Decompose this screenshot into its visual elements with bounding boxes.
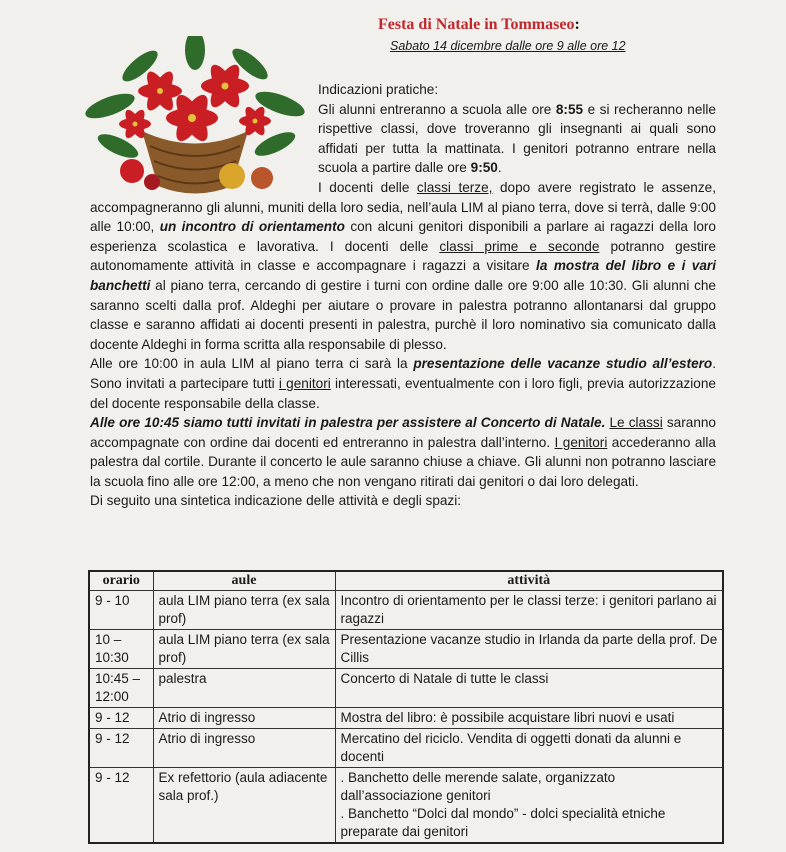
- table-row: [89, 630, 723, 669]
- activity-cell: Presentazione vacanze studio in Irlanda da parte della prof. De Cillis: [335, 630, 723, 669]
- table-header-row: [89, 571, 723, 591]
- practical-info: [90, 80, 716, 511]
- activity-line: . Banchetto “Dolci dal mondo” - dolci specialità etniche preparate dai genitori: [340, 806, 666, 839]
- header-aule: aule: [153, 571, 335, 591]
- page-title: Festa di Natale in Tommaseo:: [378, 16, 580, 33]
- schedule-table: [88, 570, 724, 844]
- time-cell: 9 - 12: [89, 708, 153, 729]
- time-cell: 10 – 10:30: [89, 630, 153, 669]
- paragraph-summary: Di seguito una sintetica indicazione delle attività e degli spazi:: [90, 493, 462, 509]
- table-row: [89, 669, 723, 708]
- activity-cell: [335, 768, 723, 844]
- paragraph-study-holidays: Alle ore 10:00 in aula LIM al piano terra ci sarà la presentazione delle vacanze studio all’estero. Sono invitati a partecipare tutti i genitori interessati, eventualmente con i loro figli, previa autorizzazione del docente responsabile della classe.: [90, 356, 716, 411]
- header-orario: orario: [89, 571, 153, 591]
- room-cell: Atrio di ingresso: [153, 708, 335, 729]
- intro-heading: Indicazioni pratiche:: [318, 82, 439, 97]
- activity-cell: Incontro di orientamento per le classi terze: i genitori parlano ai ragazzi: [335, 591, 723, 630]
- event-date: Sabato 14 dicembre dalle ore 9 alle ore 12: [390, 39, 626, 53]
- time-cell: 10:45 – 12:00: [89, 669, 153, 708]
- room-cell: aula LIM piano terra (ex sala prof): [153, 630, 335, 669]
- table-row: [89, 591, 723, 630]
- time-cell: 9 - 12: [89, 729, 153, 768]
- activity-cell: Mostra del libro: è possibile acquistare libri nuovi e usati: [335, 708, 723, 729]
- room-cell: Atrio di ingresso: [153, 729, 335, 768]
- header-attivita: attività: [335, 571, 723, 591]
- table-row: [89, 768, 723, 844]
- time-cell: 9 - 10: [89, 591, 153, 630]
- paragraph-concert: Alle ore 10:45 siamo tutti invitati in palestra per assistere al Concerto di Natale. Le classi saranno accompagnate con ordine dai docenti ed entreranno in palestra dall’interno. I genitori accederanno alla palestra dal cortile. Durante il concerto le aule saranno chiuse a chiave. Gli alunni non potranno lasciare la scuola fino alle ore 12:00, a meno che non vengano ritirati dai genitori o dai loro delegati.: [90, 415, 716, 489]
- room-cell: Ex refettorio (aula adiacente sala prof.): [153, 768, 335, 844]
- table-row: [89, 708, 723, 729]
- room-cell: palestra: [153, 669, 335, 708]
- room-cell: aula LIM piano terra (ex sala prof): [153, 591, 335, 630]
- activity-cell: Mercatino del riciclo. Vendita di oggetti donati da alunni e docenti: [335, 729, 723, 768]
- time-cell: 9 - 12: [89, 768, 153, 844]
- paragraph-teachers: I docenti delle classi terze, dopo avere registrato le assenze, accompagneranno gli alunni, muniti della loro sedia, nell’aula LIM al piano terra, dove si terrà, dalle 9:00 alle 10:00, un incontro di orientamento con alcuni genitori disponibili a parlare ai ragazzi della loro esperienza scolastica e lavorativa. I docenti delle classi prime e seconde potranno gestire autonomamente attività in classe e accompagnare i ragazzi a visitare la mostra del libro e i vari banchetti al piano terra, cercando di gestire i turni con ordine dalle ore 9:00 alle 10:30. Gli alunni che saranno scelti dalla prof. Aldeghi per aiutare o provare in palestra potranno allontanarsi dal gruppo classe e saranno affidati ai docenti presenti in palestra, purchè il loro nominativo sia comunicato dalla docente Aldeghi in forma scritta alla responsabile di plesso.: [90, 179, 716, 352]
- table-row: [89, 729, 723, 768]
- activity-cell: Concerto di Natale di tutte le classi: [335, 669, 723, 708]
- paragraph-arrival: Gli alunni entreranno a scuola alle ore 8:55 e si recheranno nelle rispettive classi, dove troveranno gli insegnanti ai quali sono affidati per tutta la mattinata. I genitori potranno entrare nella scuola a partire dalle ore 9:50.: [318, 101, 716, 176]
- activity-line: . Banchetto delle merende salate, organizzato dall’associazione genitori: [340, 770, 616, 803]
